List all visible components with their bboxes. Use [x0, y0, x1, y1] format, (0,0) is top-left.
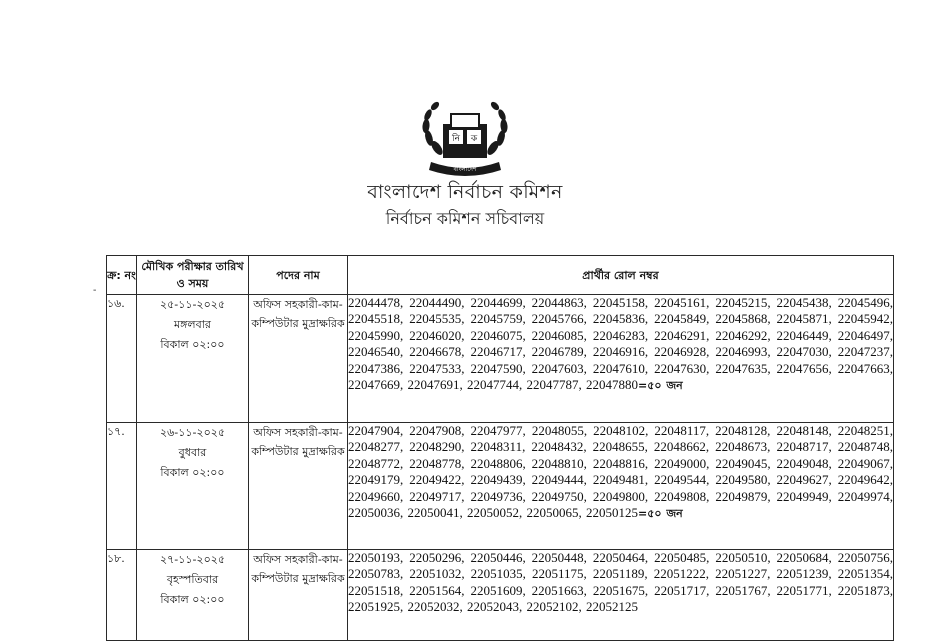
roll-list: 22050193, 22050296, 22050446, 22050448, 22050464, 22050485, 22050510, 22050684, 22050756, 22050783, 22051032, 22051035, 22051175, 22051189, 22051222, 22051227, 22051239, 22051354, 22051518, 22051564, 22051609, 22051663, 22051675, 22051717, 22051767, 22051771, 22051873, 22051925, 22052032, 22052043, 22052102, 22052125 [348, 550, 893, 615]
interview-schedule-table [106, 255, 894, 641]
row-roll-numbers [348, 423, 894, 550]
emblem-letter-left: নি [452, 134, 460, 144]
table-row [107, 295, 894, 423]
row-serial: ১৮. [107, 550, 137, 641]
row-roll-numbers [348, 550, 894, 641]
row-day: মঙ্গলবার [174, 318, 211, 331]
organization-name: বাংলাদেশ নির্বাচন কমিশন [367, 181, 563, 203]
row-time: বিকাল ০২:০০ [160, 593, 225, 606]
table-row [107, 550, 894, 641]
roll-list: 22044478, 22044490, 22044699, 22044863, 22045158, 22045161, 22045215, 22045438, 22045496, 22045518, 22045535, 22045759, 22045766, 22045836, 22045849, 22045868, 22045871, 22045942, 22045990, 22046020, 22046075, 22046085, 22046283, 22046291, 22046292, 22046449, 22046497, 22046540, 22046678, 22046717, 22046789, 22046916, 22046928, 22046993, 22047030, 22047237, 22047386, 22047533, 22047590, 22047603, 22047610, 22047630, 22047635, 22047656, 22047663, 22047669, 22047691, 22047744, 22047787, 22047880 [348, 295, 893, 393]
header-date-time: মৌখিক পরীক্ষার তারিখ ও সময় [137, 256, 249, 295]
row-roll-numbers [348, 295, 894, 423]
header-post: পদের নাম [249, 256, 348, 295]
emblem-ribbon-text: বাংলাদেশ [453, 166, 477, 173]
election-commission-emblem [415, 100, 515, 178]
row-date: ২৫-১১-২০২৫ [159, 298, 226, 311]
row-date: ২৬-১১-২০২৫ [159, 426, 226, 439]
row-post: অফিস সহকারী-কাম-কম্পিউটার মুদ্রাক্ষরিক [249, 550, 348, 641]
row-day: বুধবার [178, 446, 207, 459]
row-date-time [137, 423, 249, 550]
row-time: বিকাল ০২:০০ [160, 338, 225, 351]
header-roll: প্রার্থীর রোল নম্বর [348, 256, 894, 295]
row-time: বিকাল ০২:০০ [160, 466, 225, 479]
row-date-time [137, 550, 249, 641]
roll-total: =৫০ জন [638, 507, 683, 521]
row-date: ২৭-১১-২০২৫ [159, 553, 226, 566]
row-post: অফিস সহকারী-কাম-কম্পিউটার মুদ্রাক্ষরিক [249, 295, 348, 423]
row-serial: ১৬. [107, 295, 137, 423]
table-header-row [107, 256, 894, 295]
row-day: বৃহস্পতিবার [166, 573, 219, 586]
margin-mark: - [93, 285, 97, 296]
row-serial: ১৭. [107, 423, 137, 550]
table-row [107, 423, 894, 550]
header-serial: ক্র: নং [107, 256, 137, 295]
row-date-time [137, 295, 249, 423]
ballot-box-icon [443, 114, 487, 158]
emblem-letter-right: ক [470, 134, 478, 144]
roll-total: =৫০ জন [638, 379, 683, 393]
roll-list: 22047904, 22047908, 22047977, 22048055, 22048102, 22048117, 22048128, 22048148, 22048251, 22048277, 22048290, 22048311, 22048432, 22048655, 22048662, 22048673, 22048717, 22048748, 22048772, 22048778, 22048806, 22048810, 22048816, 22049000, 22049045, 22049048, 22049067, 22049179, 22049422, 22049439, 22049444, 22049481, 22049544, 22049580, 22049627, 22049642, 22049660, 22049717, 22049736, 22049750, 22049800, 22049808, 22049879, 22049949, 22049974, 22050036, 22050041, 22050052, 22050065, 22050125 [348, 423, 893, 521]
row-post: অফিস সহকারী-কাম-কম্পিউটার মুদ্রাক্ষরিক [249, 423, 348, 550]
organization-subtitle: নির্বাচন কমিশন সচিবালয় [385, 209, 545, 228]
